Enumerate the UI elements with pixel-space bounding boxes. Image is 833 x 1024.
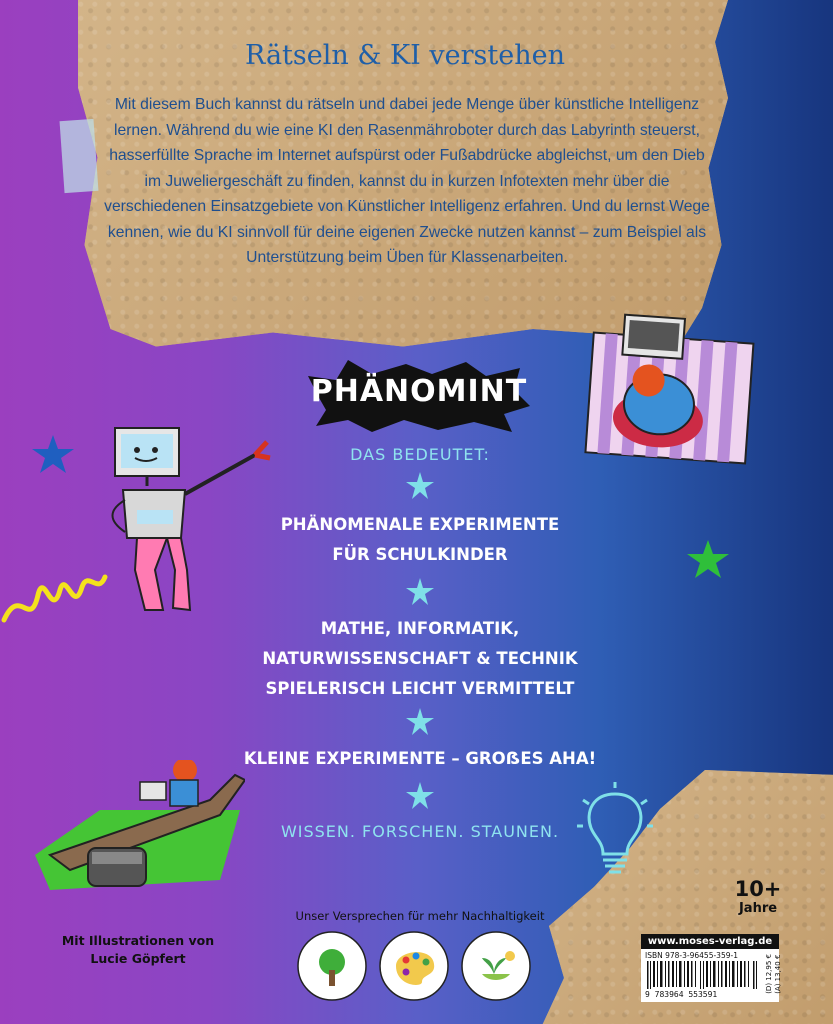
forestry-badge [296,930,368,1002]
price-de: (D) 12,95 € [765,954,773,994]
barcode-panel [641,934,782,1002]
price-at: (A) 13,40 € [774,954,782,994]
climate-badge [460,930,532,1002]
feature-line: PHÄNOMENALE EXPERIMENTE [280,515,560,534]
illustrator-name: Lucie Göpfert [90,951,186,966]
small-star-icon [404,470,436,502]
series-subheading: DAS BEDEUTET: [350,445,490,464]
feature-line: MATHE, INFORMATIK, [320,619,520,638]
tape-strip [60,119,99,193]
small-star-icon [404,706,436,738]
age-badge [728,877,788,916]
illustrator-intro: Mit Illustrationen von [61,933,215,948]
age-number: 10+ [734,877,782,901]
feature-line: SPIELERISCH LEICHT VERMITTELT [265,679,575,698]
cover-blurb: Mit diesem Buch kannst du rätseln und dabei jede Menge über künstliche Intelligenz lernen. Während du wie eine KI den Rasenmähroboter durch das Labyrinth steuerst, hasserfüllte Sprache im Internet aufspürst oder Fußabdrücke abgleichst, um den Dieb im Juweliergeschäft zu finden, kannst du in kurzen Infotexten mehr über die verschiedenen Einsatzgebiete von Künstlicher Intelligenz erfahren. Und du lernst Wege kennen, wie du KI sinnvoll für deine eigenen Zwecke nutzen kannst – zum Beispiel als Unterstützung beim Üben für Klassenarbeiten. [104,96,710,266]
ean-digits: 9 783964 553591 [645,990,718,999]
series-motto: WISSEN. FORSCHEN. STAUNEN. [280,822,560,841]
price-info [765,954,783,994]
feature-1 [220,510,620,570]
feature-3 [220,744,620,774]
isbn-text: ISBN 978-3-96455-359-1 [645,951,738,960]
kid-on-blanket-illustration [580,310,760,470]
yellow-spring-doodle [0,565,110,635]
feature-line: KLEINE EXPERIMENTE – GROẞES AHA! [243,749,597,768]
feature-line: FÜR SCHULKINDER [332,545,508,564]
small-star-icon [404,576,436,608]
sustainability-title: Unser Versprechen für mehr Nachhaltigkeit [295,909,545,923]
cover-headline: Rätseln & KI verstehen [245,40,565,71]
phaenomint-logo: PHÄNOMINT [308,360,530,432]
age-unit: Jahre [738,901,778,916]
star-icon [685,538,731,582]
barcode-bars [645,961,761,989]
feature-2 [220,614,620,704]
star-icon [30,433,76,475]
illustrator-credit [48,932,228,968]
feature-line: NATURWISSENSCHAFT & TECHNIK [262,649,578,668]
small-star-icon [404,780,436,812]
lounger-illustration [30,760,245,900]
palette-badge [378,930,450,1002]
publisher-url: www.moses-verlag.de [641,934,779,949]
